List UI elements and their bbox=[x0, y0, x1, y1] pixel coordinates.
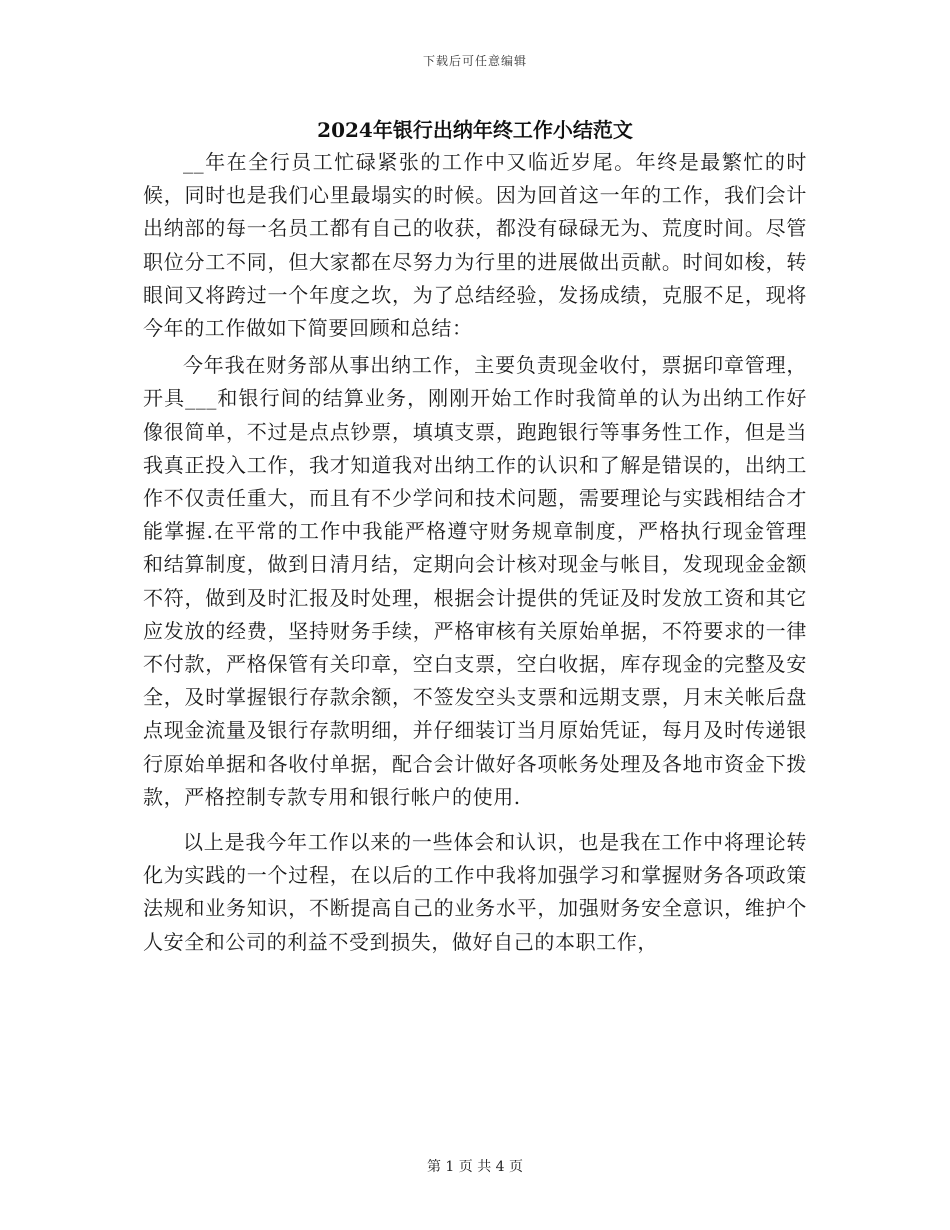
paragraph-conclusion: 以上是我今年工作以来的一些体会和认识，也是我在工作中将理论转化为实践的一个过程，在以后的工作中我将加强学习和掌握财务各项政策法规和业务知识，不断提高自己的业务水平，加强财务安全意识，维护个人安全和公司的利益不受到损失，做好自己的本职工作， bbox=[143, 830, 807, 954]
document-title: 2024年银行出纳年终工作小结范文 bbox=[317, 118, 633, 142]
paragraph-intro: __年在全行员工忙碌紧张的工作中又临近岁尾。年终是最繁忙的时候，同时也是我们心里最塌实的时候。因为回首这一年的工作，我们会计出纳部的每一名员工都有自己的收获，都没有碌碌无为、荒度时间。尽管职位分工不同，但大家都在尽努力为行里的进展做出贡献。时间如梭，转眼间又将跨过一个年度之坎，为了总结经验，发扬成绩，克服不足，现将今年的工作做如下简要回顾和总结： bbox=[143, 150, 807, 341]
page-header-note: 下载后可任意编辑 bbox=[422, 54, 527, 68]
document-body bbox=[143, 146, 807, 959]
page-number-footer: 第 1 页 共 4 页 bbox=[426, 1159, 524, 1175]
paragraph-work-details: 今年我在财务部从事出纳工作，主要负责现金收付，票据印章管理，开具___和银行间的结算业务，刚刚开始工作时我简单的认为出纳工作好像很简单，不过是点点钞票，填填支票，跑跑银行等事务性工作，但是当我真正投入工作，我才知道我对出纳工作的认识和了解是错误的，出纳工作不仅责任重大，而且有不少学问和技术问题，需要理论与实践相结合才能掌握.在平常的工作中我能严格遵守财务规章制度，严格执行现金管理和结算制度，做到日清月结，定期向会计核对现金与帐目，发现现金金额不符，做到及时汇报及时处理，根据会计提供的凭证及时发放工资和其它应发放的经费，坚持财务手续，严格审核有关原始单据，不符要求的一律不付款，严格保管有关印章，空白支票，空白收据，库存现金的完整及安全，及时掌握银行存款余额，不签发空头支票和远期支票，月末关帐后盘点现金流量及银行存款明细，并仔细装订当月原始凭证，每月及时传递银行原始单据和各收付单据，配合会计做好各项帐务处理及各地市资金下拨款，严格控制专款专用和银行帐户的使用. bbox=[143, 353, 807, 809]
